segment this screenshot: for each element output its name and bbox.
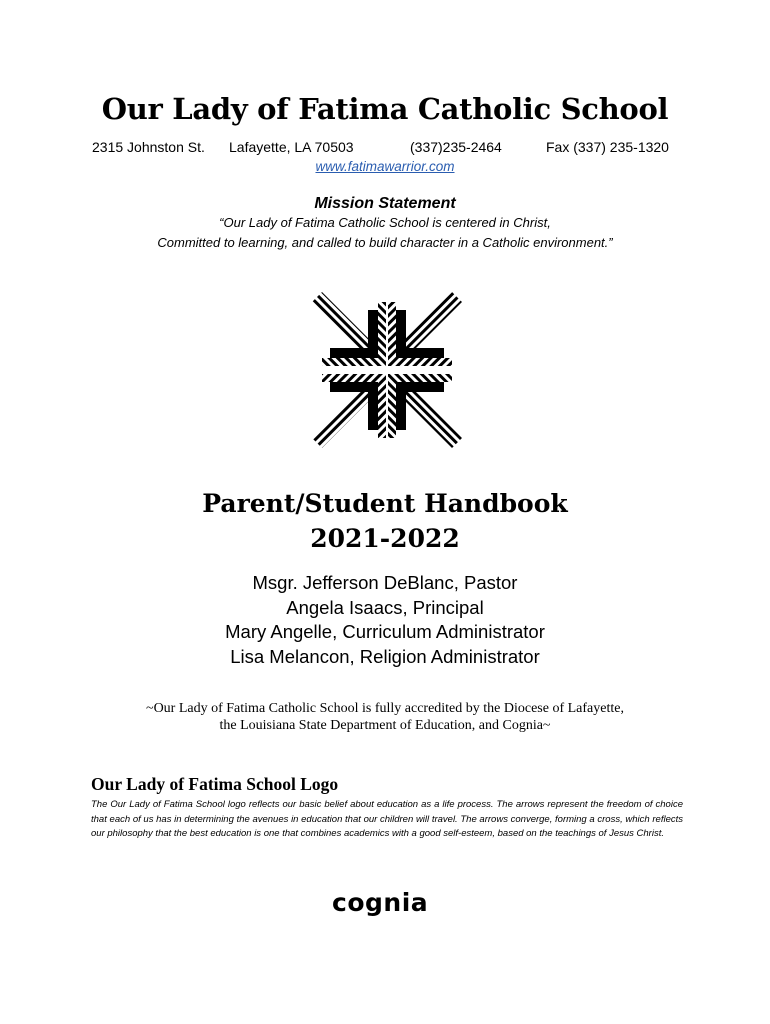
handbook-title: Parent/Student Handbook — [202, 489, 568, 518]
staff-pastor: Msgr. Jefferson DeBlanc, Pastor — [252, 572, 518, 593]
school-title: Our Lady of Fatima Catholic School — [101, 92, 669, 126]
logo-section-description: The Our Lady of Fatima School logo reflects our basic belief about education as a life process. The arrows represent the freedom of choice that each of us has in determining the avenues in education that our children will travel. The arrows converge, forming a cross, which reflects our philosophy that the best education is one that combines academics with a good self-esteem, based on the teachings of Jesus Christ. — [91, 799, 683, 839]
fax-number: Fax (337) 235-1320 — [546, 139, 669, 155]
mission-heading: Mission Statement — [314, 195, 456, 212]
staff-principal: Angela Isaacs, Principal — [286, 597, 484, 618]
accreditation-line-2: the Louisiana State Department of Education, and Cognia~ — [219, 718, 551, 733]
staff-curriculum-administrator: Mary Angelle, Curriculum Administrator — [225, 621, 545, 642]
phone-number: (337)235-2464 — [410, 139, 502, 155]
staff-religion-administrator: Lisa Melancon, Religion Administrator — [230, 646, 540, 667]
city-state-zip: Lafayette, LA 70503 — [229, 139, 354, 155]
street-address: 2315 Johnston St. — [92, 139, 205, 155]
cognia-logo — [330, 887, 440, 917]
cognia-logo-text: cognia — [332, 888, 429, 917]
school-cross-logo — [310, 290, 464, 450]
website-link[interactable]: www.fatimawarrior.com — [315, 159, 455, 174]
accreditation-line-1: ~Our Lady of Fatima Catholic School is fully accredited by the Diocese of Lafayette, — [146, 701, 624, 716]
logo-section-heading: Our Lady of Fatima School Logo — [91, 774, 339, 794]
mission-text-line-1: “Our Lady of Fatima Catholic School is centered in Christ, — [219, 215, 551, 230]
handbook-year: 2021-2022 — [310, 524, 460, 553]
mission-text-line-2: Committed to learning, and called to build character in a Catholic environment.” — [157, 235, 613, 250]
